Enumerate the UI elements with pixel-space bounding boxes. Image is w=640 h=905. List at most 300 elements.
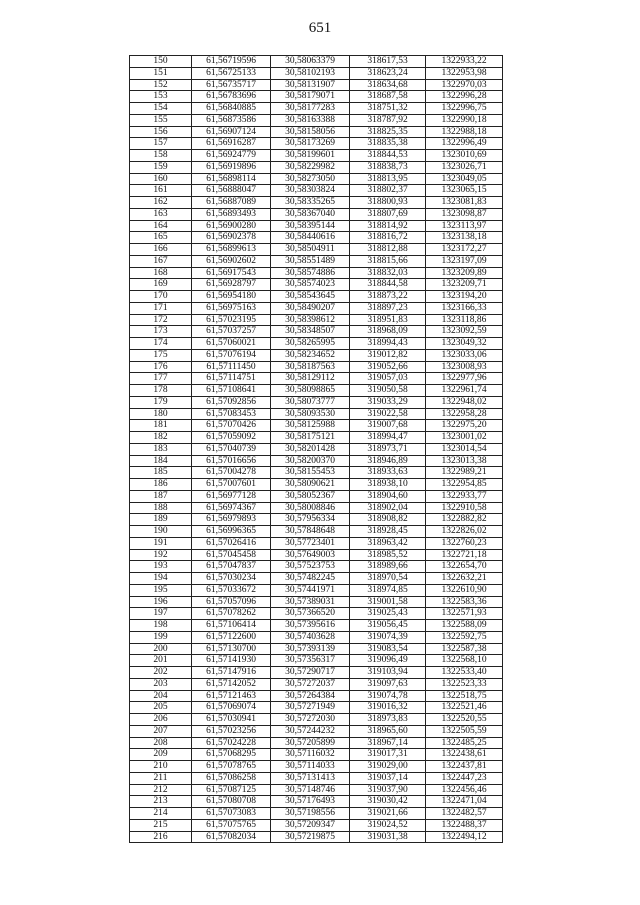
table-row bbox=[130, 443, 503, 455]
y-coordinate-cell: 1322989,21 bbox=[426, 467, 503, 479]
x-coordinate-cell: 319097,63 bbox=[350, 678, 426, 690]
table-row bbox=[130, 67, 503, 79]
y-coordinate-cell: 1323081,83 bbox=[426, 197, 503, 209]
y-coordinate-cell: 1323197,09 bbox=[426, 255, 503, 267]
point-number-cell: 207 bbox=[130, 725, 192, 737]
table-row bbox=[130, 279, 503, 291]
x-coordinate-cell: 318838,73 bbox=[350, 161, 426, 173]
x-coordinate-cell: 318994,47 bbox=[350, 432, 426, 444]
table-row bbox=[130, 197, 503, 209]
latitude-cell: 61,56840885 bbox=[192, 103, 271, 115]
table-row bbox=[130, 772, 503, 784]
point-number-cell: 159 bbox=[130, 161, 192, 173]
table-row bbox=[130, 220, 503, 232]
page-number: 651 bbox=[308, 20, 332, 36]
point-number-cell: 177 bbox=[130, 373, 192, 385]
latitude-cell: 61,57069074 bbox=[192, 702, 271, 714]
table-row bbox=[130, 373, 503, 385]
longitude-cell: 30,58179071 bbox=[271, 91, 350, 103]
table-row bbox=[130, 620, 503, 632]
latitude-cell: 61,57024228 bbox=[192, 737, 271, 749]
table-row bbox=[130, 420, 503, 432]
y-coordinate-cell: 1322996,49 bbox=[426, 138, 503, 150]
y-coordinate-cell: 1323098,87 bbox=[426, 208, 503, 220]
point-number-cell: 170 bbox=[130, 291, 192, 303]
longitude-cell: 30,58187563 bbox=[271, 361, 350, 373]
x-coordinate-cell: 318751,32 bbox=[350, 103, 426, 115]
y-coordinate-cell: 1323001,02 bbox=[426, 432, 503, 444]
point-number-cell: 209 bbox=[130, 749, 192, 761]
y-coordinate-cell: 1322471,04 bbox=[426, 796, 503, 808]
point-number-cell: 156 bbox=[130, 126, 192, 138]
latitude-cell: 61,56974367 bbox=[192, 502, 271, 514]
x-coordinate-cell: 318974,85 bbox=[350, 584, 426, 596]
x-coordinate-cell: 318965,60 bbox=[350, 725, 426, 737]
longitude-cell: 30,58303824 bbox=[271, 185, 350, 197]
x-coordinate-cell: 318908,82 bbox=[350, 514, 426, 526]
y-coordinate-cell: 1322933,77 bbox=[426, 490, 503, 502]
x-coordinate-cell: 318617,53 bbox=[350, 56, 426, 68]
y-coordinate-cell: 1322610,90 bbox=[426, 584, 503, 596]
point-number-cell: 208 bbox=[130, 737, 192, 749]
point-number-cell: 193 bbox=[130, 561, 192, 573]
point-number-cell: 202 bbox=[130, 667, 192, 679]
table-row bbox=[130, 361, 503, 373]
latitude-cell: 61,56735717 bbox=[192, 79, 271, 91]
table-row bbox=[130, 690, 503, 702]
point-number-cell: 164 bbox=[130, 220, 192, 232]
point-number-cell: 205 bbox=[130, 702, 192, 714]
x-coordinate-cell: 318968,09 bbox=[350, 326, 426, 338]
latitude-cell: 61,57026416 bbox=[192, 537, 271, 549]
table-row bbox=[130, 761, 503, 773]
y-coordinate-cell: 1322568,10 bbox=[426, 655, 503, 667]
longitude-cell: 30,57723401 bbox=[271, 537, 350, 549]
y-coordinate-cell: 1322632,21 bbox=[426, 573, 503, 585]
y-coordinate-cell: 1322988,18 bbox=[426, 126, 503, 138]
latitude-cell: 61,57147916 bbox=[192, 667, 271, 679]
latitude-cell: 61,56719596 bbox=[192, 56, 271, 68]
x-coordinate-cell: 319052,66 bbox=[350, 361, 426, 373]
x-coordinate-cell: 318800,93 bbox=[350, 197, 426, 209]
table-row bbox=[130, 91, 503, 103]
y-coordinate-cell: 1322482,57 bbox=[426, 808, 503, 820]
y-coordinate-cell: 1323033,06 bbox=[426, 349, 503, 361]
point-number-cell: 172 bbox=[130, 314, 192, 326]
coordinates-table bbox=[129, 55, 503, 843]
latitude-cell: 61,57045458 bbox=[192, 549, 271, 561]
longitude-cell: 30,58543645 bbox=[271, 291, 350, 303]
latitude-cell: 61,56924779 bbox=[192, 150, 271, 162]
y-coordinate-cell: 1322826,02 bbox=[426, 526, 503, 538]
longitude-cell: 30,58063379 bbox=[271, 56, 350, 68]
longitude-cell: 30,58073777 bbox=[271, 396, 350, 408]
y-coordinate-cell: 1323092,59 bbox=[426, 326, 503, 338]
y-coordinate-cell: 1323209,71 bbox=[426, 279, 503, 291]
table-row bbox=[130, 467, 503, 479]
y-coordinate-cell: 1322438,61 bbox=[426, 749, 503, 761]
longitude-cell: 30,57290717 bbox=[271, 667, 350, 679]
table-row bbox=[130, 502, 503, 514]
table-row bbox=[130, 408, 503, 420]
latitude-cell: 61,57037257 bbox=[192, 326, 271, 338]
point-number-cell: 187 bbox=[130, 490, 192, 502]
y-coordinate-cell: 1323209,89 bbox=[426, 267, 503, 279]
latitude-cell: 61,56873586 bbox=[192, 114, 271, 126]
table-row bbox=[130, 678, 503, 690]
latitude-cell: 61,56975163 bbox=[192, 302, 271, 314]
latitude-cell: 61,56954180 bbox=[192, 291, 271, 303]
point-number-cell: 190 bbox=[130, 526, 192, 538]
latitude-cell: 61,57060021 bbox=[192, 338, 271, 350]
table-row bbox=[130, 208, 503, 220]
x-coordinate-cell: 318973,83 bbox=[350, 714, 426, 726]
longitude-cell: 30,57649003 bbox=[271, 549, 350, 561]
latitude-cell: 61,57082034 bbox=[192, 831, 271, 843]
table-row bbox=[130, 396, 503, 408]
point-number-cell: 210 bbox=[130, 761, 192, 773]
table-row bbox=[130, 596, 503, 608]
point-number-cell: 211 bbox=[130, 772, 192, 784]
x-coordinate-cell: 318902,04 bbox=[350, 502, 426, 514]
y-coordinate-cell: 1323065,15 bbox=[426, 185, 503, 197]
table-row bbox=[130, 326, 503, 338]
point-number-cell: 203 bbox=[130, 678, 192, 690]
x-coordinate-cell: 319025,43 bbox=[350, 608, 426, 620]
y-coordinate-cell: 1322975,20 bbox=[426, 420, 503, 432]
latitude-cell: 61,56725133 bbox=[192, 67, 271, 79]
longitude-cell: 30,58200370 bbox=[271, 455, 350, 467]
table-row bbox=[130, 114, 503, 126]
longitude-cell: 30,58265995 bbox=[271, 338, 350, 350]
point-number-cell: 182 bbox=[130, 432, 192, 444]
longitude-cell: 30,58131907 bbox=[271, 79, 350, 91]
table-row bbox=[130, 244, 503, 256]
x-coordinate-cell: 319050,58 bbox=[350, 385, 426, 397]
x-coordinate-cell: 319017,31 bbox=[350, 749, 426, 761]
table-row bbox=[130, 490, 503, 502]
point-number-cell: 188 bbox=[130, 502, 192, 514]
longitude-cell: 30,58158056 bbox=[271, 126, 350, 138]
table-row bbox=[130, 138, 503, 150]
latitude-cell: 61,57141930 bbox=[192, 655, 271, 667]
longitude-cell: 30,58348507 bbox=[271, 326, 350, 338]
longitude-cell: 30,58574023 bbox=[271, 279, 350, 291]
table-row bbox=[130, 385, 503, 397]
point-number-cell: 167 bbox=[130, 255, 192, 267]
x-coordinate-cell: 318951,83 bbox=[350, 314, 426, 326]
y-coordinate-cell: 1322948,02 bbox=[426, 396, 503, 408]
longitude-cell: 30,57205899 bbox=[271, 737, 350, 749]
point-number-cell: 186 bbox=[130, 479, 192, 491]
longitude-cell: 30,57116032 bbox=[271, 749, 350, 761]
x-coordinate-cell: 318802,37 bbox=[350, 185, 426, 197]
longitude-cell: 30,57271949 bbox=[271, 702, 350, 714]
point-number-cell: 162 bbox=[130, 197, 192, 209]
point-number-cell: 191 bbox=[130, 537, 192, 549]
y-coordinate-cell: 1322990,18 bbox=[426, 114, 503, 126]
latitude-cell: 61,57007601 bbox=[192, 479, 271, 491]
y-coordinate-cell: 1322760,23 bbox=[426, 537, 503, 549]
latitude-cell: 61,57122600 bbox=[192, 631, 271, 643]
x-coordinate-cell: 318967,14 bbox=[350, 737, 426, 749]
y-coordinate-cell: 1322437,81 bbox=[426, 761, 503, 773]
y-coordinate-cell: 1323008,93 bbox=[426, 361, 503, 373]
longitude-cell: 30,57176493 bbox=[271, 796, 350, 808]
longitude-cell: 30,58052367 bbox=[271, 490, 350, 502]
latitude-cell: 61,56900280 bbox=[192, 220, 271, 232]
latitude-cell: 61,56917543 bbox=[192, 267, 271, 279]
table-row bbox=[130, 808, 503, 820]
longitude-cell: 30,57441971 bbox=[271, 584, 350, 596]
table-row bbox=[130, 714, 503, 726]
x-coordinate-cell: 318994,43 bbox=[350, 338, 426, 350]
latitude-cell: 61,56783696 bbox=[192, 91, 271, 103]
point-number-cell: 163 bbox=[130, 208, 192, 220]
longitude-cell: 30,58273050 bbox=[271, 173, 350, 185]
latitude-cell: 61,57111450 bbox=[192, 361, 271, 373]
point-number-cell: 179 bbox=[130, 396, 192, 408]
longitude-cell: 30,58201428 bbox=[271, 443, 350, 455]
y-coordinate-cell: 1322488,37 bbox=[426, 819, 503, 831]
x-coordinate-cell: 319074,78 bbox=[350, 690, 426, 702]
point-number-cell: 161 bbox=[130, 185, 192, 197]
latitude-cell: 61,56928797 bbox=[192, 279, 271, 291]
longitude-cell: 30,58234652 bbox=[271, 349, 350, 361]
y-coordinate-cell: 1322953,98 bbox=[426, 67, 503, 79]
point-number-cell: 151 bbox=[130, 67, 192, 79]
table-row bbox=[130, 526, 503, 538]
y-coordinate-cell: 1322970,03 bbox=[426, 79, 503, 91]
point-number-cell: 185 bbox=[130, 467, 192, 479]
point-number-cell: 157 bbox=[130, 138, 192, 150]
x-coordinate-cell: 319001,58 bbox=[350, 596, 426, 608]
longitude-cell: 30,58155453 bbox=[271, 467, 350, 479]
point-number-cell: 165 bbox=[130, 232, 192, 244]
table-row bbox=[130, 338, 503, 350]
longitude-cell: 30,57389031 bbox=[271, 596, 350, 608]
x-coordinate-cell: 319012,82 bbox=[350, 349, 426, 361]
x-coordinate-cell: 319029,00 bbox=[350, 761, 426, 773]
x-coordinate-cell: 319022,58 bbox=[350, 408, 426, 420]
longitude-cell: 30,58163388 bbox=[271, 114, 350, 126]
longitude-cell: 30,57356317 bbox=[271, 655, 350, 667]
table-row bbox=[130, 561, 503, 573]
longitude-cell: 30,57523753 bbox=[271, 561, 350, 573]
x-coordinate-cell: 318814,92 bbox=[350, 220, 426, 232]
table-row bbox=[130, 232, 503, 244]
y-coordinate-cell: 1322518,75 bbox=[426, 690, 503, 702]
longitude-cell: 30,57403628 bbox=[271, 631, 350, 643]
point-number-cell: 215 bbox=[130, 819, 192, 831]
y-coordinate-cell: 1322533,40 bbox=[426, 667, 503, 679]
x-coordinate-cell: 319083,54 bbox=[350, 643, 426, 655]
latitude-cell: 61,56898114 bbox=[192, 173, 271, 185]
table-row bbox=[130, 655, 503, 667]
y-coordinate-cell: 1323013,38 bbox=[426, 455, 503, 467]
latitude-cell: 61,57030234 bbox=[192, 573, 271, 585]
point-number-cell: 154 bbox=[130, 103, 192, 115]
latitude-cell: 61,57033672 bbox=[192, 584, 271, 596]
latitude-cell: 61,56887089 bbox=[192, 197, 271, 209]
longitude-cell: 30,58102193 bbox=[271, 67, 350, 79]
latitude-cell: 61,57057096 bbox=[192, 596, 271, 608]
longitude-cell: 30,57956334 bbox=[271, 514, 350, 526]
longitude-cell: 30,58551489 bbox=[271, 255, 350, 267]
y-coordinate-cell: 1322910,58 bbox=[426, 502, 503, 514]
longitude-cell: 30,58398612 bbox=[271, 314, 350, 326]
x-coordinate-cell: 319030,42 bbox=[350, 796, 426, 808]
table-row bbox=[130, 631, 503, 643]
table-row bbox=[130, 796, 503, 808]
point-number-cell: 150 bbox=[130, 56, 192, 68]
table-row bbox=[130, 819, 503, 831]
longitude-cell: 30,57198556 bbox=[271, 808, 350, 820]
point-number-cell: 216 bbox=[130, 831, 192, 843]
point-number-cell: 181 bbox=[130, 420, 192, 432]
latitude-cell: 61,57106414 bbox=[192, 620, 271, 632]
point-number-cell: 195 bbox=[130, 584, 192, 596]
latitude-cell: 61,57073083 bbox=[192, 808, 271, 820]
latitude-cell: 61,57086258 bbox=[192, 772, 271, 784]
table-row bbox=[130, 173, 503, 185]
point-number-cell: 214 bbox=[130, 808, 192, 820]
latitude-cell: 61,57070426 bbox=[192, 420, 271, 432]
y-coordinate-cell: 1322933,22 bbox=[426, 56, 503, 68]
latitude-cell: 61,57108641 bbox=[192, 385, 271, 397]
x-coordinate-cell: 318985,52 bbox=[350, 549, 426, 561]
x-coordinate-cell: 318989,66 bbox=[350, 561, 426, 573]
point-number-cell: 166 bbox=[130, 244, 192, 256]
longitude-cell: 30,58175121 bbox=[271, 432, 350, 444]
y-coordinate-cell: 1322521,46 bbox=[426, 702, 503, 714]
longitude-cell: 30,57272030 bbox=[271, 714, 350, 726]
y-coordinate-cell: 1322587,38 bbox=[426, 643, 503, 655]
point-number-cell: 189 bbox=[130, 514, 192, 526]
y-coordinate-cell: 1322996,28 bbox=[426, 91, 503, 103]
table-row bbox=[130, 537, 503, 549]
latitude-cell: 61,57080708 bbox=[192, 796, 271, 808]
y-coordinate-cell: 1323138,18 bbox=[426, 232, 503, 244]
longitude-cell: 30,58090621 bbox=[271, 479, 350, 491]
table-row bbox=[130, 749, 503, 761]
point-number-cell: 160 bbox=[130, 173, 192, 185]
longitude-cell: 30,58177283 bbox=[271, 103, 350, 115]
y-coordinate-cell: 1322571,93 bbox=[426, 608, 503, 620]
longitude-cell: 30,58008846 bbox=[271, 502, 350, 514]
point-number-cell: 213 bbox=[130, 796, 192, 808]
table-row bbox=[130, 608, 503, 620]
latitude-cell: 61,57078262 bbox=[192, 608, 271, 620]
x-coordinate-cell: 318844,58 bbox=[350, 279, 426, 291]
y-coordinate-cell: 1322958,28 bbox=[426, 408, 503, 420]
latitude-cell: 61,57083453 bbox=[192, 408, 271, 420]
y-coordinate-cell: 1323166,33 bbox=[426, 302, 503, 314]
longitude-cell: 30,58504911 bbox=[271, 244, 350, 256]
latitude-cell: 61,57076194 bbox=[192, 349, 271, 361]
longitude-cell: 30,57114033 bbox=[271, 761, 350, 773]
y-coordinate-cell: 1322592,75 bbox=[426, 631, 503, 643]
x-coordinate-cell: 318928,45 bbox=[350, 526, 426, 538]
point-number-cell: 153 bbox=[130, 91, 192, 103]
longitude-cell: 30,58229982 bbox=[271, 161, 350, 173]
y-coordinate-cell: 1323010,69 bbox=[426, 150, 503, 162]
table-row bbox=[130, 514, 503, 526]
y-coordinate-cell: 1322494,12 bbox=[426, 831, 503, 843]
point-number-cell: 184 bbox=[130, 455, 192, 467]
table-row bbox=[130, 103, 503, 115]
x-coordinate-cell: 319103,94 bbox=[350, 667, 426, 679]
x-coordinate-cell: 318825,35 bbox=[350, 126, 426, 138]
point-number-cell: 206 bbox=[130, 714, 192, 726]
latitude-cell: 61,56902602 bbox=[192, 255, 271, 267]
y-coordinate-cell: 1322996,75 bbox=[426, 103, 503, 115]
y-coordinate-cell: 1323026,71 bbox=[426, 161, 503, 173]
point-number-cell: 200 bbox=[130, 643, 192, 655]
point-number-cell: 198 bbox=[130, 620, 192, 632]
x-coordinate-cell: 319056,45 bbox=[350, 620, 426, 632]
longitude-cell: 30,57244232 bbox=[271, 725, 350, 737]
x-coordinate-cell: 318634,68 bbox=[350, 79, 426, 91]
latitude-cell: 61,57142052 bbox=[192, 678, 271, 690]
table-row bbox=[130, 161, 503, 173]
table-row bbox=[130, 302, 503, 314]
point-number-cell: 192 bbox=[130, 549, 192, 561]
point-number-cell: 158 bbox=[130, 150, 192, 162]
y-coordinate-cell: 1322505,59 bbox=[426, 725, 503, 737]
longitude-cell: 30,58125988 bbox=[271, 420, 350, 432]
y-coordinate-cell: 1323049,32 bbox=[426, 338, 503, 350]
longitude-cell: 30,58093530 bbox=[271, 408, 350, 420]
table-row bbox=[130, 667, 503, 679]
table-row bbox=[130, 56, 503, 68]
longitude-cell: 30,57848648 bbox=[271, 526, 350, 538]
table-row bbox=[130, 185, 503, 197]
table-row bbox=[130, 643, 503, 655]
table-row bbox=[130, 267, 503, 279]
longitude-cell: 30,58173269 bbox=[271, 138, 350, 150]
latitude-cell: 61,57121463 bbox=[192, 690, 271, 702]
x-coordinate-cell: 318973,71 bbox=[350, 443, 426, 455]
table-row bbox=[130, 291, 503, 303]
y-coordinate-cell: 1323014,54 bbox=[426, 443, 503, 455]
x-coordinate-cell: 319096,49 bbox=[350, 655, 426, 667]
y-coordinate-cell: 1322583,36 bbox=[426, 596, 503, 608]
x-coordinate-cell: 318963,42 bbox=[350, 537, 426, 549]
longitude-cell: 30,57131413 bbox=[271, 772, 350, 784]
latitude-cell: 61,57047837 bbox=[192, 561, 271, 573]
x-coordinate-cell: 318933,63 bbox=[350, 467, 426, 479]
latitude-cell: 61,56902378 bbox=[192, 232, 271, 244]
x-coordinate-cell: 318970,54 bbox=[350, 573, 426, 585]
y-coordinate-cell: 1323113,97 bbox=[426, 220, 503, 232]
x-coordinate-cell: 318938,10 bbox=[350, 479, 426, 491]
point-number-cell: 168 bbox=[130, 267, 192, 279]
x-coordinate-cell: 318844,53 bbox=[350, 150, 426, 162]
x-coordinate-cell: 318832,03 bbox=[350, 267, 426, 279]
x-coordinate-cell: 318812,88 bbox=[350, 244, 426, 256]
longitude-cell: 30,57395616 bbox=[271, 620, 350, 632]
point-number-cell: 201 bbox=[130, 655, 192, 667]
latitude-cell: 61,57016656 bbox=[192, 455, 271, 467]
x-coordinate-cell: 318897,23 bbox=[350, 302, 426, 314]
point-number-cell: 178 bbox=[130, 385, 192, 397]
longitude-cell: 30,58098865 bbox=[271, 385, 350, 397]
y-coordinate-cell: 1323118,86 bbox=[426, 314, 503, 326]
latitude-cell: 61,56893493 bbox=[192, 208, 271, 220]
latitude-cell: 61,57114751 bbox=[192, 373, 271, 385]
longitude-cell: 30,58440616 bbox=[271, 232, 350, 244]
